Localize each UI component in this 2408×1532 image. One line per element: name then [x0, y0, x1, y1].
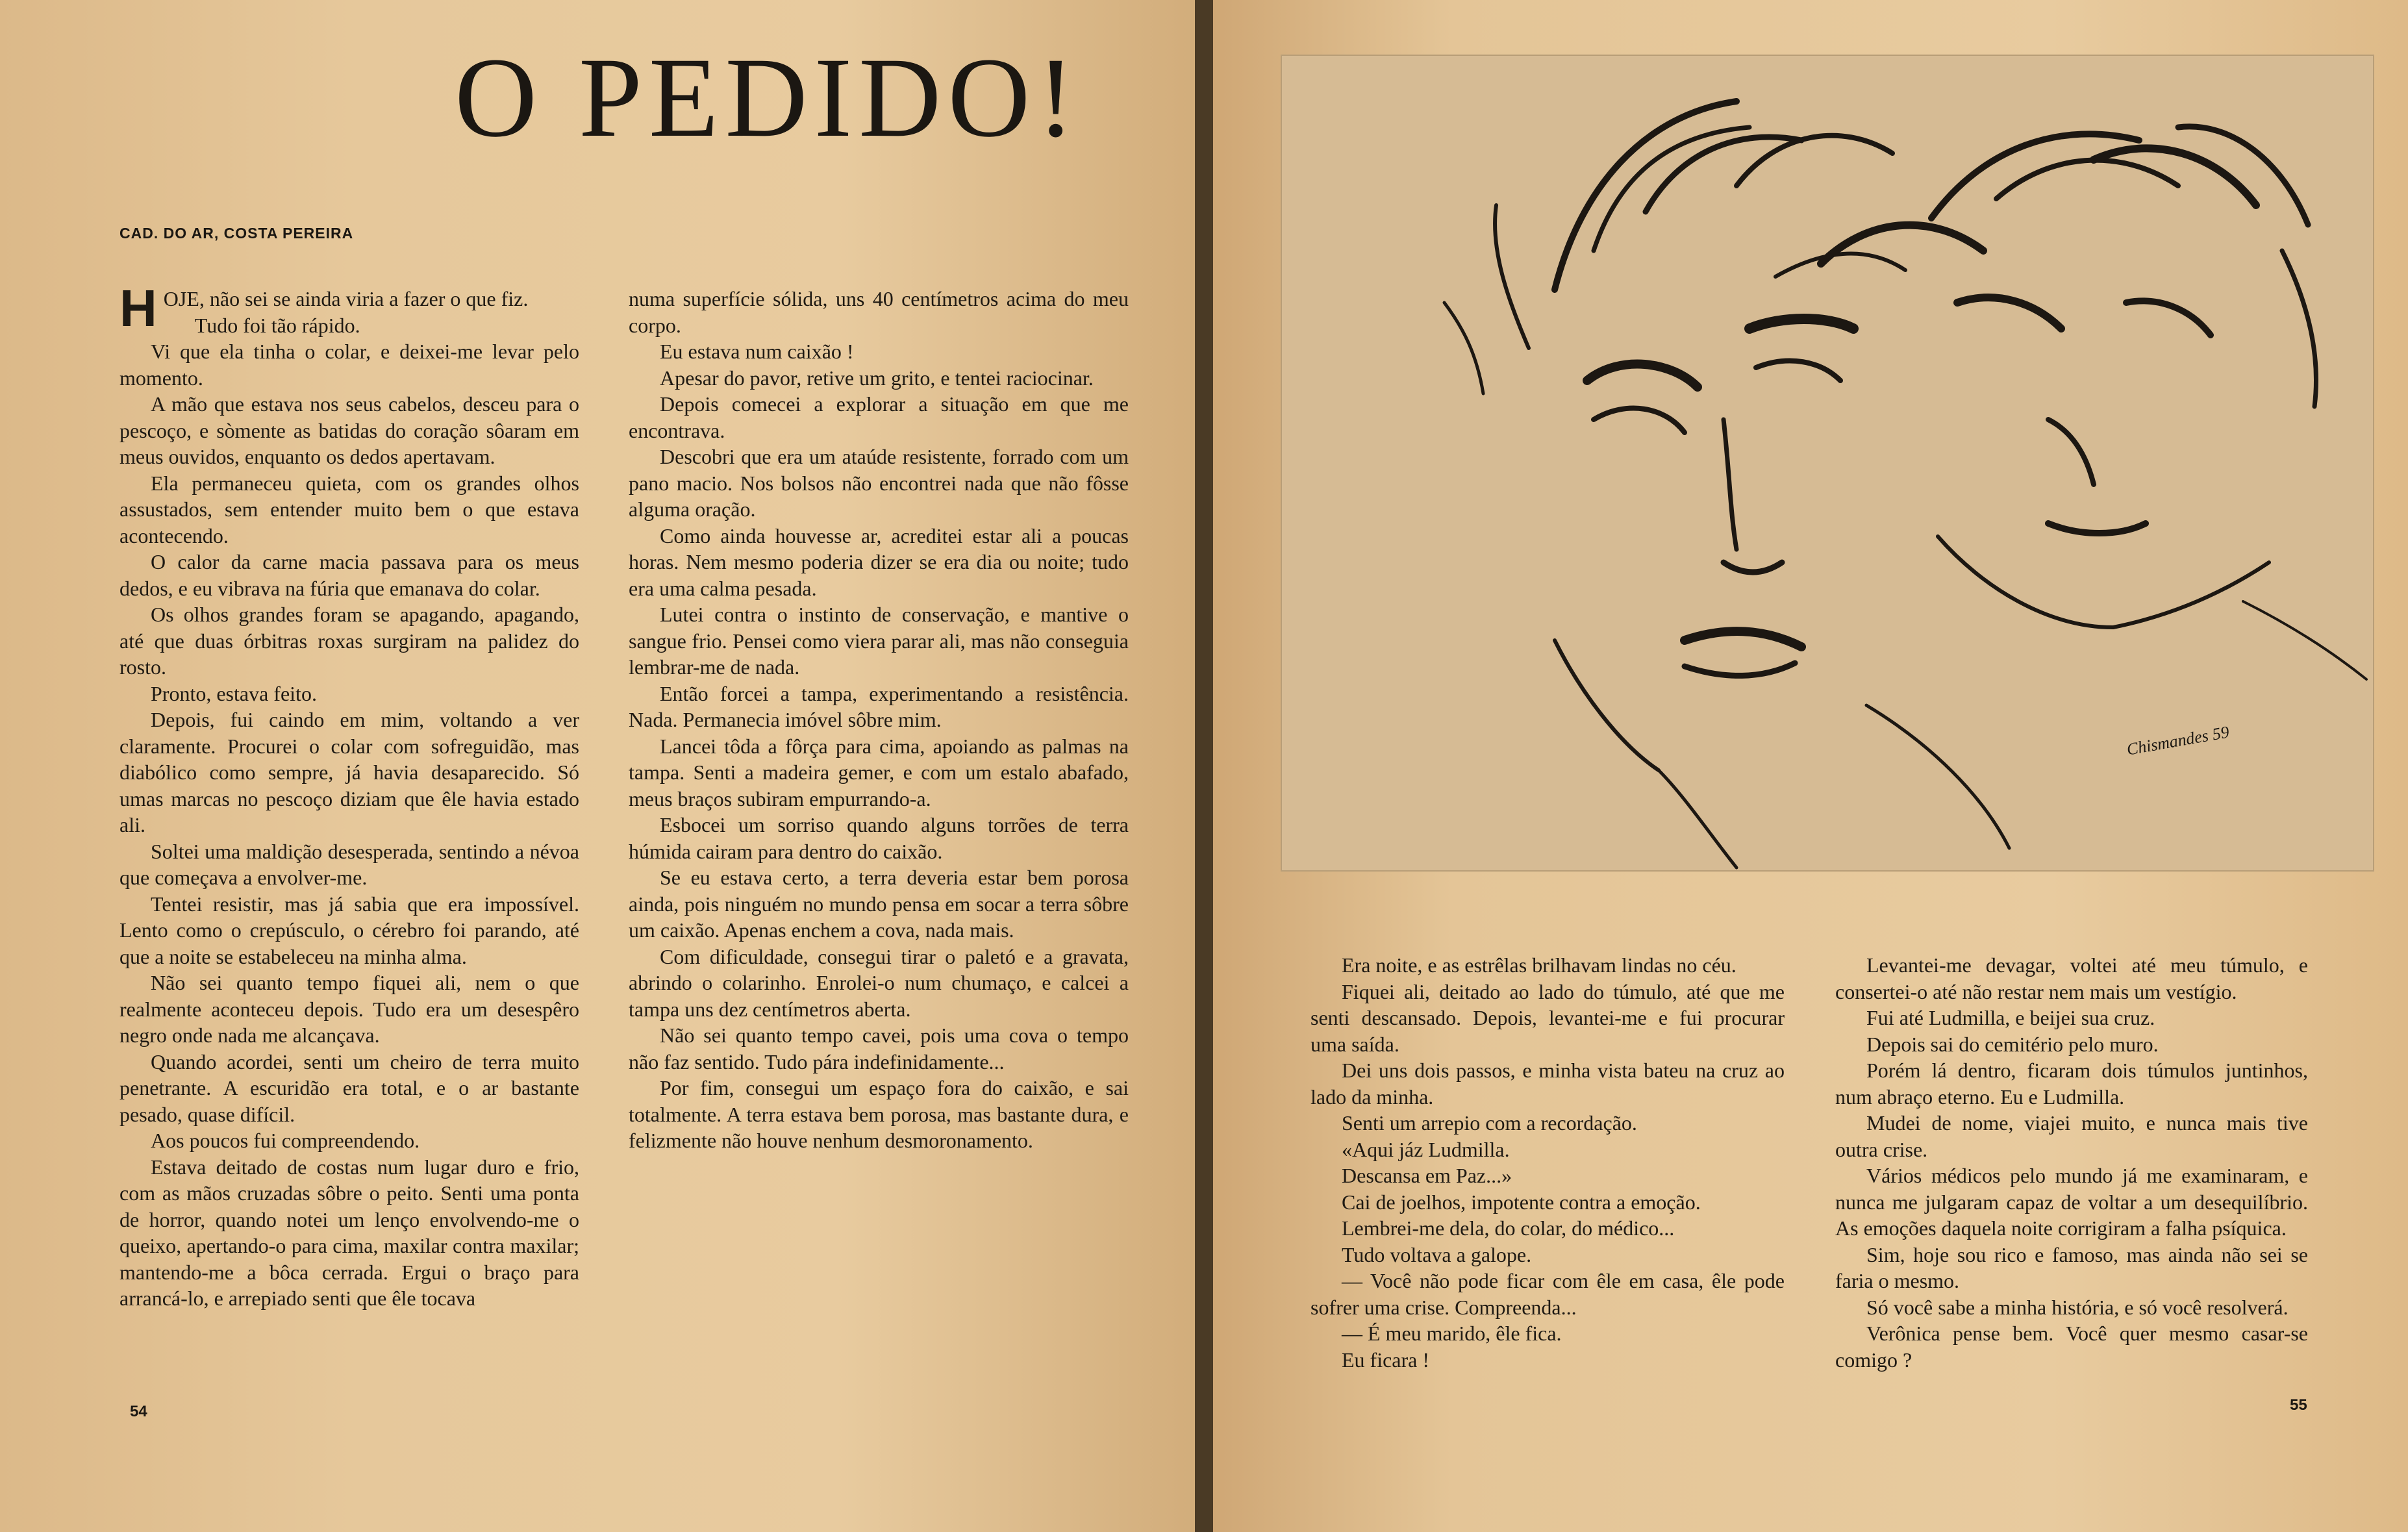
paragraph: Apesar do pavor, retive um grito, e tentei raciocinar.	[660, 366, 1094, 390]
paragraph: Estava deitado de costas num lugar duro e frio, com as mãos cruzadas sôbre o peito. Senti uma ponta de horror, quando notei um lenço envolvendo-me o queixo, apertando-o para cima, maxilar contra maxilar; mantendo-me a bôca cerrada. Ergui o braço para arrancá-lo, e arrepiado senti que êle tocava	[119, 1155, 579, 1310]
story-title: O PEDIDO!	[455, 34, 1082, 161]
paragraph: Esbocei um sorriso quando alguns torrões de terra húmida cairam para dentro do caixão.	[629, 813, 1129, 863]
paragraph: Ela permaneceu quieta, com os grandes olhos assustados, sem entender muito bem o que estava acontecendo.	[119, 471, 579, 547]
paragraph: Depois comecei a explorar a situação em que me encontrava.	[629, 392, 1129, 442]
paragraph: Então forcei a tampa, experimentando a resistência. Nada. Permanecia imóvel sôbre mim.	[629, 681, 1129, 731]
paragraph: Tudo foi tão rápido.	[194, 313, 360, 337]
paragraph: Verônica pense bem. Você quer mesmo casar-se comigo ?	[1835, 1322, 2308, 1372]
text-column-1	[119, 279, 579, 1312]
paragraph: Com dificuldade, consegui tirar o paletó e a gravata, abrindo o colarinho. Enrolei-o num chumaço, e calcei a tampa uns dez centímetros aberta.	[629, 944, 1129, 1021]
paragraph: Vi que ela tinha o colar, e deixei-me levar pelo momento.	[119, 340, 579, 390]
paragraph: Lembrei-me dela, do colar, do médico...	[1342, 1216, 1675, 1240]
artist-signature: Chismandes 59	[2125, 722, 2231, 759]
paragraph: Fui até Ludmilla, e beijei sua cruz.	[1866, 1006, 2155, 1029]
drop-cap: H	[119, 279, 157, 337]
paragraph: HOJE, não sei se ainda viria a fazer o que fiz.	[119, 279, 529, 337]
text-column-3	[1311, 952, 1785, 1373]
paragraph: Como ainda houvesse ar, acreditei estar ali a poucas horas. Nem mesmo poderia dizer se era dia ou noite; tudo era uma calma pesada.	[629, 523, 1129, 600]
paragraph: «Aqui jáz Ludmilla.	[1342, 1137, 1510, 1161]
paragraph: Porém lá dentro, ficaram dois túmulos juntinhos, num abraço eterno. Eu e Ludmilla.	[1835, 1059, 2308, 1109]
paragraph: Vários médicos pelo mundo já me examinaram, e nunca me julgaram capaz de voltar a um desequilíbrio. As emoções daquela noite corrigiram a falha psíquica.	[1835, 1164, 2308, 1240]
paragraph: Depois, fui caindo em mim, voltando a ver claramente. Procurei o colar com sofreguidão, mas diabólico como sempre, já havia desaparecido. Só umas marcas no pescoço diziam que êle havia estado ali.	[119, 708, 579, 836]
paragraph: — É meu marido, êle fica.	[1342, 1322, 1562, 1345]
left-page	[0, 0, 1195, 1532]
paragraph: Quando acordei, senti um cheiro de terra muito penetrante. A escuridão era total, e o ar bastante pesado, quase difícil.	[119, 1049, 579, 1126]
couple-illustration	[1281, 55, 2374, 872]
paragraph: Por fim, consegui um espaço fora do caixão, e sai totalmente. A terra estava bem porosa, mas bastante dura, e felizmente não houve nenhum desmoronamento.	[629, 1076, 1129, 1152]
paragraph: Não sei quanto tempo cavei, pois uma cova o tempo não faz sentido. Tudo pára indefinidamente...	[629, 1023, 1129, 1074]
paragraph: Sim, hoje sou rico e famoso, mas ainda não sei se faria o mesmo.	[1835, 1242, 2308, 1292]
paragraph: Se eu estava certo, a terra deveria estar bem porosa ainda, pois ninguém no mundo pensa em socar a terra sôbre um caixão. Apenas enchem a cova, nada mais.	[629, 866, 1129, 942]
paragraph: Senti um arrepio com a recordação.	[1342, 1111, 1637, 1135]
paragraph: Cai de joelhos, impotente contra a emoção.	[1342, 1190, 1701, 1214]
binding-gutter	[1195, 0, 1213, 1532]
text-column-2	[629, 286, 1129, 1154]
paragraph: Não sei quanto tempo fiquei ali, nem o que realmente aconteceu depois. Tudo era um desespêro negro onde nada me alcançava.	[119, 971, 579, 1047]
paragraph: Soltei uma maldição desesperada, sentindo a névoa que começava a envolver-me.	[119, 839, 579, 889]
page-number-right: 55	[2290, 1396, 2307, 1414]
paragraph: Tentei resistir, mas já sabia que era impossível. Lento como o crepúsculo, o cérebro foi parando, até que a noite se estabeleceu na minha alma.	[119, 892, 579, 968]
paragraph: Descobri que era um ataúde resistente, forrado com um pano macio. Nos bolsos não encontrei nada que não fôsse alguma oração.	[629, 445, 1129, 521]
paragraph: — Você não pode ficar com êle em casa, êle pode sofrer uma crise. Compreenda...	[1311, 1269, 1785, 1319]
paragraph: Eu ficara !	[1342, 1348, 1430, 1372]
paragraph: Descansa em Paz...»	[1342, 1164, 1512, 1187]
paragraph: Aos poucos fui compreendendo.	[151, 1129, 420, 1152]
paragraph: A mão que estava nos seus cabelos, desceu para o pescoço, e sòmente as batidas do coração sôaram em meus ouvidos, enquanto os dedos apertavam.	[119, 392, 579, 468]
sketch-drawing	[1282, 56, 2373, 870]
text-column-4	[1835, 952, 2308, 1373]
author-byline: CAD. DO AR, COSTA PEREIRA	[119, 225, 354, 242]
paragraph: Só você sabe a minha história, e só você resolverá.	[1866, 1295, 2289, 1319]
paragraph: Mudei de nome, viajei muito, e nunca mais tive outra crise.	[1835, 1111, 2308, 1161]
paragraph: Dei uns dois passos, e minha vista bateu na cruz ao lado da minha.	[1311, 1059, 1785, 1109]
paragraph: Pronto, estava feito.	[151, 681, 317, 705]
right-page	[1213, 0, 2408, 1532]
paragraph: Tudo voltava a galope.	[1342, 1242, 1532, 1266]
paragraph: Eu estava num caixão !	[660, 340, 854, 363]
paragraph: Lancei tôda a fôrça para cima, apoiando as palmas na tampa. Senti a madeira gemer, e com um estalo abafado, meus braços subiram empurrando-a.	[629, 734, 1129, 810]
paragraph: numa superfície sólida, uns 40 centímetros acima do meu corpo.	[629, 287, 1129, 337]
paragraph: Depois sai do cemitério pelo muro.	[1866, 1032, 2159, 1056]
paragraph: O calor da carne macia passava para os meus dedos, e eu vibrava na fúria que emanava do colar.	[119, 550, 579, 600]
paragraph: Lutei contra o instinto de conservação, e mantive o sangue frio. Pensei como viera parar ali, mas não conseguia lembrar-me de nada.	[629, 603, 1129, 679]
paragraph: Fiquei ali, deitado ao lado do túmulo, até que me senti descansado. Depois, levantei-me e fui procurar uma saída.	[1311, 979, 1785, 1056]
paragraph: Levantei-me devagar, voltei até meu túmulo, e consertei-o até não restar nem mais um vestígio.	[1835, 953, 2308, 1003]
page-number-left: 54	[130, 1403, 147, 1420]
paragraph: Os olhos grandes foram se apagando, apagando, até que duas órbitras roxas surgiram na palidez do rosto.	[119, 603, 579, 679]
paragraph: Era noite, e as estrêlas brilhavam lindas no céu.	[1342, 953, 1737, 977]
